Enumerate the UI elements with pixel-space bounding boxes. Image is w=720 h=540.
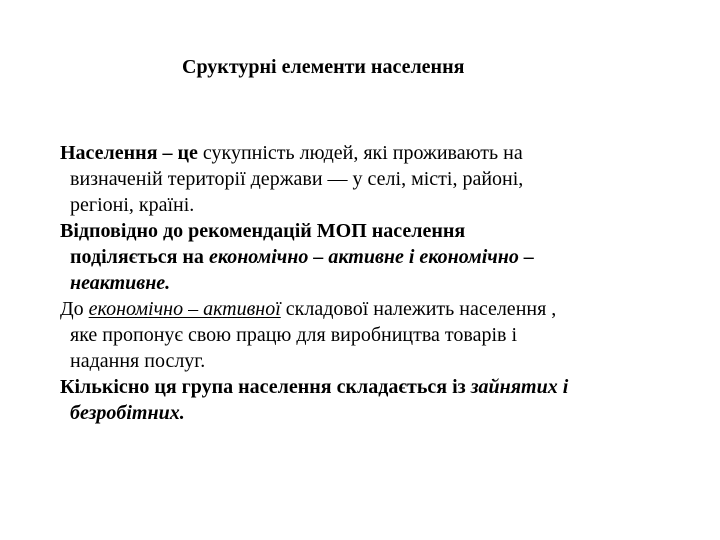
emphasis-fragment: економічно – активної [88, 298, 281, 320]
emphasis-fragment: економічно – активне і економічно – [208, 246, 534, 268]
paragraph-line: яке пропонує свою працю для виробництва товарів і [70, 324, 518, 346]
paragraph-active-population [60, 296, 700, 374]
paragraph-line [60, 374, 700, 400]
paragraph-line: визначеній території держави — у селі, місті, районі, [70, 168, 524, 190]
paragraph-line [60, 140, 700, 166]
text-fragment: Кількісно ця група населення складається із [60, 376, 471, 398]
slide-title: Сруктурні елементи населення [182, 56, 465, 78]
paragraph-group-composition [60, 374, 700, 426]
term-population: Населення – це [60, 142, 198, 164]
paragraph-line: неактивне. [70, 272, 171, 294]
paragraph-line: регіоні, країні. [70, 194, 195, 216]
paragraph-line [71, 244, 700, 270]
paragraph-line: Відповідно до рекомендацій МОП населення [60, 220, 466, 242]
definition-text: сукупність людей, які проживають на [197, 142, 523, 164]
paragraph-ilo-recommendation [60, 218, 700, 296]
paragraph-line: надання послуг. [70, 350, 206, 372]
text-fragment: поділяється на [70, 246, 209, 268]
emphasis-fragment: зайнятих і [470, 376, 569, 398]
paragraph-population-definition [60, 140, 700, 218]
text-fragment: До [60, 298, 89, 320]
paragraph-line [60, 296, 700, 322]
text-fragment: складової належить населення , [280, 298, 557, 320]
slide-body [60, 140, 700, 426]
paragraph-line: безробітних. [70, 402, 185, 424]
